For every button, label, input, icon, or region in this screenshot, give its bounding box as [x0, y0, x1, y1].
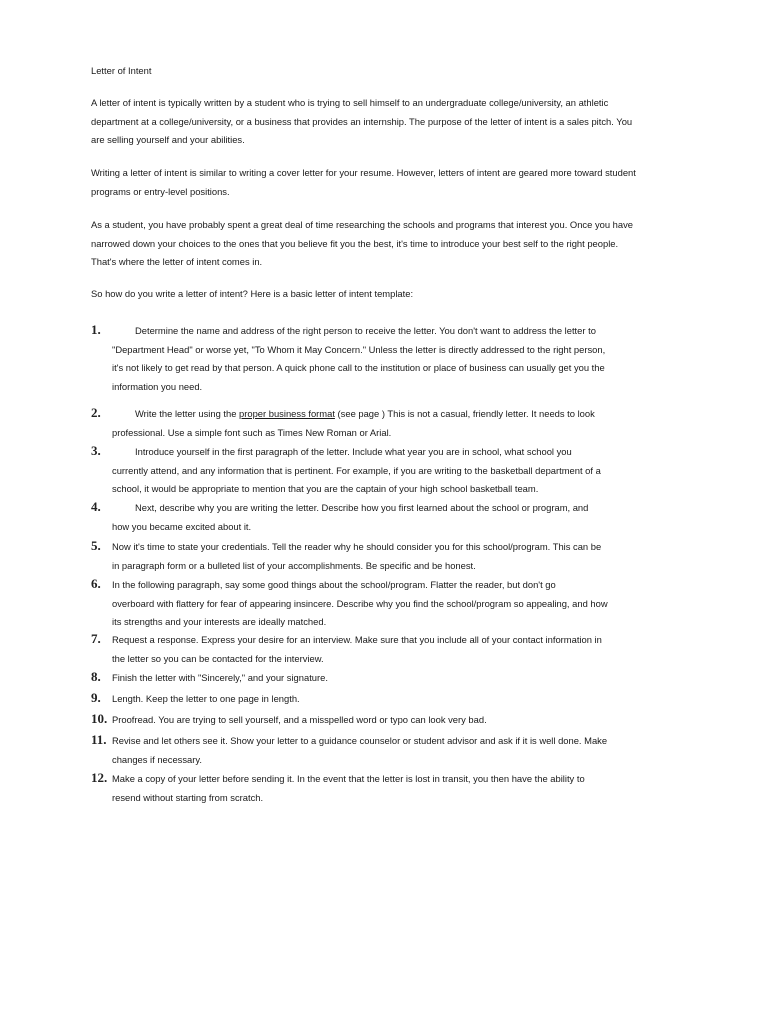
intro-paragraph [91, 94, 671, 150]
step-number: 12. [91, 770, 108, 785]
step-text [112, 770, 671, 807]
text-line: in paragraph form or a bulleted list of your accomplishments. Be specific and be honest. [112, 559, 476, 571]
step-text [112, 631, 671, 668]
text-line: resend without starting from scratch. [112, 791, 264, 803]
text-line: changes if necessary. [112, 753, 202, 765]
text-line: information you need. [112, 380, 203, 392]
text-line: currently attend, and any information that is pertinent. For example, if you are writing to the basketball department of a [112, 464, 601, 476]
text-line: how you became excited about it. [112, 520, 252, 532]
text-line: overboard with flattery for fear of appearing insincere. Describe why you find the school/program so appealing, and how [112, 597, 608, 609]
step-text [112, 669, 671, 688]
step-text [112, 405, 671, 442]
text-line: Next, describe why you are writing the letter. Describe how you first learned about the school or program, and [135, 502, 589, 513]
step-text [112, 538, 671, 575]
student-paragraph [91, 216, 671, 272]
text-run: (see page ) This is not a casual, friendly letter. It needs to look [334, 408, 595, 419]
text-line: A letter of intent is typically written by a student who is trying to sell himself to an undergraduate college/university, an athletic [91, 97, 609, 108]
text-line: Make a copy of your letter before sending it. In the event that the letter is lost in transit, you then have the ability to [112, 773, 585, 784]
text-line: Request a response. Express your desire for an interview. Make sure that you include all of your contact information in [112, 634, 602, 645]
template-intro-paragraph [91, 285, 671, 304]
text-line: "Department Head" or worse yet, "To Whom it May Concern." Unless the letter is directly addressed to the right person, [112, 343, 606, 355]
text-line: narrowed down your choices to the ones that you believe fit you the best, it's time to introduce your best self to the right people. [91, 237, 619, 249]
text-line: That's where the letter of intent comes in. [91, 256, 263, 267]
text-run: Write the letter using the [135, 408, 240, 419]
text-line: its strengths and your interests are ideally matched. [112, 616, 327, 627]
cover-letter-paragraph [91, 164, 671, 201]
text-line: Length. Keep the letter to one page in length. [112, 693, 300, 704]
text-line: Determine the name and address of the right person to receive the letter. You don't want to address the letter to [135, 325, 596, 336]
step-number: 3. [91, 443, 101, 458]
text-line: Writing a letter of intent is similar to writing a cover letter for your resume. However, letters of intent are geared more toward student [91, 167, 636, 178]
text-line: So how do you write a letter of intent? Here is a basic letter of intent template: [91, 288, 414, 299]
document-title: Letter of Intent [91, 65, 152, 76]
step-number: 2. [91, 405, 101, 420]
step-text [112, 711, 671, 730]
step-number: 11. [91, 732, 107, 747]
text-line: Proofread. You are trying to sell yourself, and a misspelled word or typo can look very bad. [112, 714, 487, 725]
text-line: Finish the letter with "Sincerely," and your signature. [112, 672, 328, 683]
text-line: programs or entry-level positions. [91, 185, 230, 197]
text-line: school, it would be appropriate to mention that you are the captain of your high school basketball team. [112, 483, 539, 494]
step-text [112, 576, 671, 632]
text-line: are selling yourself and your abilities. [91, 134, 245, 145]
step-number: 6. [91, 576, 101, 591]
text-line: In the following paragraph, say some good things about the school/program. Flatter the reader, but don't go [112, 579, 556, 590]
text-line [112, 405, 671, 424]
text-line: the letter so you can be contacted for the interview. [112, 652, 324, 664]
text-line: department at a college/university, or a business that provides an internship. The purpose of the letter of intent is a sales pitch. You [91, 115, 633, 127]
step-text [112, 443, 671, 499]
text-line: Revise and let others see it. Show your letter to a guidance counselor or student advisor and ask if it is well done. Make [112, 735, 608, 746]
text-line: As a student, you have probably spent a great deal of time researching the schools and programs that interest you. Once you have [91, 219, 633, 230]
step-number: 9. [91, 690, 101, 705]
step-text [112, 322, 671, 396]
step-number: 10. [91, 711, 108, 726]
step-text [112, 499, 671, 536]
text-line: Introduce yourself in the first paragraph of the letter. Include what year you are in school, what school you [135, 446, 572, 457]
step-number: 5. [91, 538, 101, 553]
business-format-link[interactable]: proper business format [239, 408, 335, 419]
text-line: Now it's time to state your credentials. Tell the reader why he should consider you for this school/program. This can be [112, 541, 602, 552]
step-text [112, 732, 671, 769]
step-text [112, 690, 671, 709]
step-number: 7. [91, 631, 101, 646]
step-number: 1. [91, 322, 101, 337]
step-number: 8. [91, 669, 101, 684]
text-line: professional. Use a simple font such as Times New Roman or Arial. [112, 426, 392, 438]
text-line: it's not likely to get read by that person. A quick phone call to the institution or place of business can usually get you the [112, 362, 605, 373]
step-number: 4. [91, 499, 101, 514]
